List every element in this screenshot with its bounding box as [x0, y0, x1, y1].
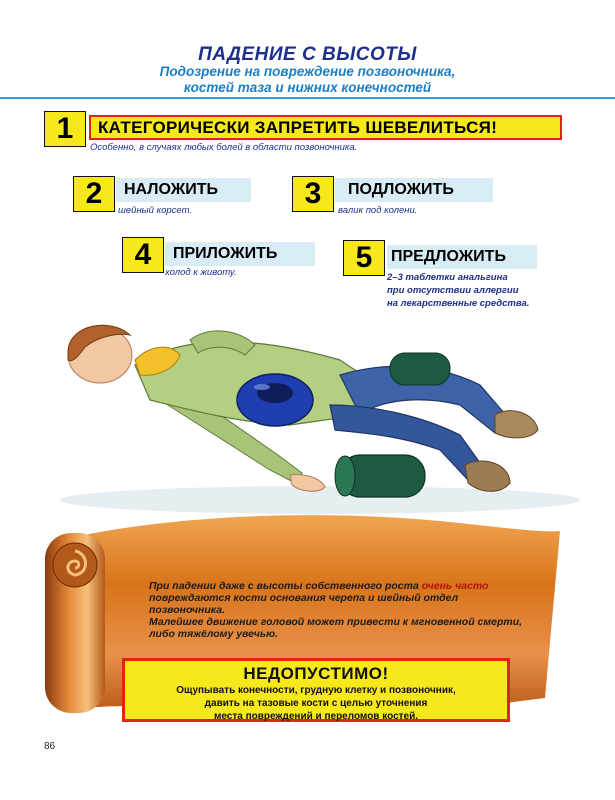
step-1-note: Особенно, в случаях любых болей в области позвоночника.	[90, 142, 358, 153]
subtitle-line-2: костей таза и нижних конечностей	[183, 80, 432, 95]
step-5-note-line-3: на лекарственные средства.	[387, 298, 530, 309]
cold-pack	[237, 374, 313, 426]
warning-line-3: места повреждений и переломов костей.	[213, 711, 419, 722]
scroll-p1-end: повреждаются кости основания черепа и шейный отдел позвоночника.	[149, 592, 459, 616]
header-divider	[0, 97, 615, 99]
warning-box	[122, 658, 510, 722]
page-number: 86	[44, 741, 56, 752]
step-4-label: ПРИЛОЖИТЬ	[165, 242, 315, 266]
step-5-number: 5	[343, 240, 385, 276]
step-3-note: валик под колени.	[338, 205, 418, 216]
scroll-p1-start: При падении даже с высоты собственного роста	[149, 580, 422, 592]
page-subtitle	[0, 64, 615, 96]
step-3-label: ПОДЛОЖИТЬ	[335, 178, 493, 202]
step-1-number: 1	[44, 111, 86, 147]
step-2-note: шейный корсет.	[118, 205, 193, 216]
warning-line-1: Ощупывать конечности, грудную клетку и позвоночник,	[176, 685, 456, 696]
page-title: ПАДЕНИЕ С ВЫСОТЫ	[198, 44, 417, 65]
step-5-note-line-2: при отсутствии аллергии	[387, 285, 519, 296]
scroll-roll-end	[53, 543, 97, 587]
step-5-note-line-1: 2–3 таблетки анальгина	[387, 272, 508, 283]
injured-person-illustration	[40, 305, 600, 520]
scroll-p1-highlight: очень часто	[421, 580, 489, 592]
step-4-note: холод к животу.	[165, 267, 237, 278]
step-2-label: НАЛОЖИТЬ	[116, 178, 251, 202]
scroll-text	[135, 580, 535, 640]
right-shoe	[465, 461, 510, 491]
step-1-label: КАТЕГОРИЧЕСКИ ЗАПРЕТИТЬ ШЕВЕЛИТЬСЯ!	[89, 115, 562, 140]
scroll-paragraph-1	[135, 580, 535, 616]
step-3-number: 3	[292, 176, 334, 212]
scroll-paragraph-2: Малейшее движение головой может привести к мгновенной смерти, либо тяжёлому увечью.	[149, 616, 523, 640]
step-4-number: 4	[122, 237, 164, 273]
warning-title: НЕДОПУСТИМО!	[243, 664, 389, 683]
step-5-label: ПРЕДЛОЖИТЬ	[387, 245, 537, 269]
left-shoe	[495, 411, 538, 438]
subtitle-line-1: Подозрение на повреждение позвоночника,	[159, 64, 456, 79]
step-2-number: 2	[73, 176, 115, 212]
warning-line-2: давить на тазовые кости с целью уточнения	[204, 698, 428, 709]
